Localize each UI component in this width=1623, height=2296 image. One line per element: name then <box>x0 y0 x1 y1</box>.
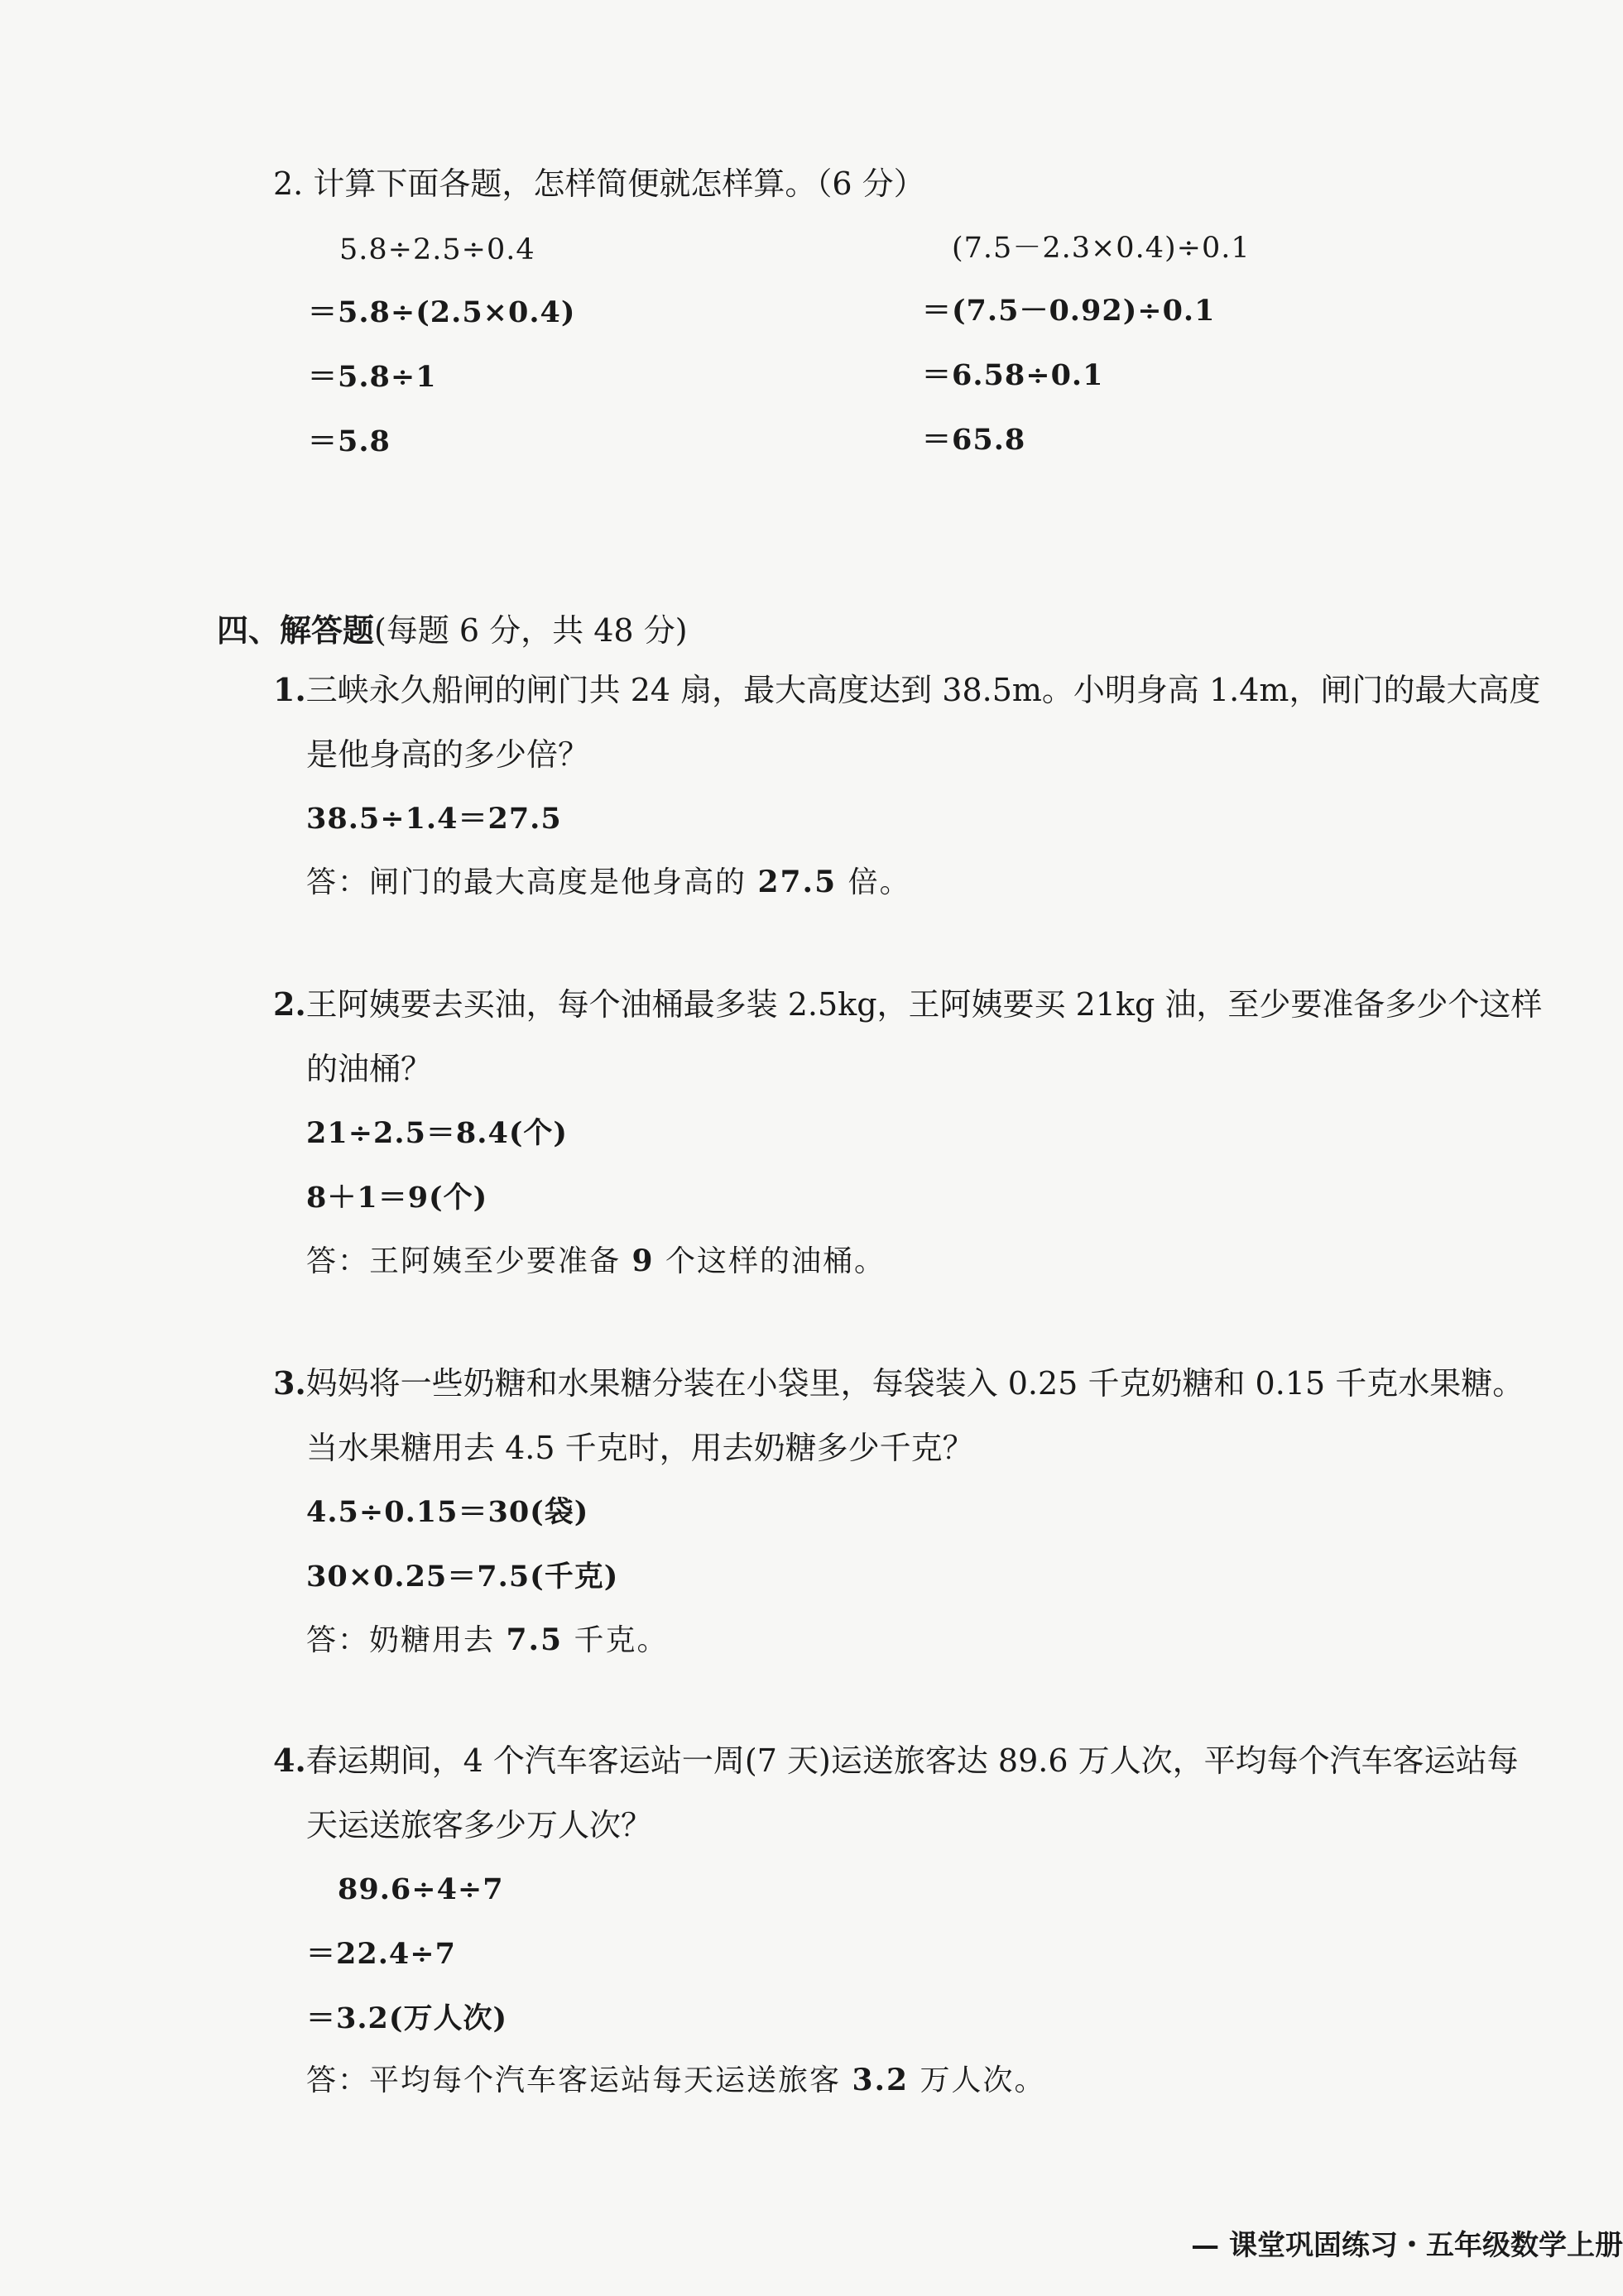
problem-3-work-1: 4.5÷0.15＝30(袋) <box>306 1495 589 1529</box>
section-heading <box>217 611 688 650</box>
q2-left-expression: 5.8÷2.5÷0.4 <box>339 233 535 266</box>
problem-3-text-line-1: 3.妈妈将一些奶糖和水果糖分装在小袋里，每袋装入 0.25 千克奶糖和 0.15 千克水果糖。 <box>273 1364 1525 1402</box>
problem-2-text-line-1: 2.王阿姨要去买油，每个油桶最多装 2.5kg，王阿姨要买 21kg 油，至少要准备多少个这样 <box>273 985 1543 1023</box>
problem-3-text-line-2: 当水果糖用去 4.5 千克时，用去奶糖多少千克？ <box>306 1430 974 1466</box>
q2-right-step-3: ＝65.8 <box>922 423 1026 457</box>
problem-3-work-2: 30×0.25＝7.5(千克) <box>306 1560 619 1594</box>
q2-left-step-2: ＝5.8÷1 <box>308 360 437 394</box>
problem-2-answer: 答：王阿姨至少要准备 9 个这样的油桶。 <box>306 1244 886 1278</box>
problem-2-work-2: 8＋1＝9(个) <box>306 1181 488 1215</box>
section-title: 四、解答题 <box>217 611 375 649</box>
problem-4-text-line-2: 天运送旅客多少万人次？ <box>306 1807 653 1843</box>
problem-4-work-2: ＝22.4÷7 <box>306 1937 456 1971</box>
problem-1-text-line-2: 是他身高的多少倍？ <box>306 736 590 773</box>
problem-2-work-1: 21÷2.5＝8.4(个) <box>306 1116 568 1150</box>
q2-right-step-2: ＝6.58÷0.1 <box>922 358 1104 392</box>
problem-1-answer: 答：闸门的最大高度是他身高的 27.5 倍。 <box>306 865 911 899</box>
problem-4-work-1: 89.6÷4÷7 <box>338 1872 504 1906</box>
problem-4-work-3: ＝3.2(万人次) <box>306 2001 508 2035</box>
q2-right-expression: (7.5－2.3×0.4)÷0.1 <box>952 232 1251 265</box>
problem-1-text-line-1: 1.三峡永久船闸的闸门共 24 扇，最大高度达到 38.5m。小明身高 1.4m，闸门的最大高度 <box>273 671 1541 708</box>
problem-4-answer: 答：平均每个汽车客运站每天运送旅客 3.2 万人次。 <box>306 2063 1046 2097</box>
problem-1-work-1: 38.5÷1.4＝27.5 <box>306 802 562 836</box>
section-note: (每题 6 分，共 48 分) <box>374 612 688 649</box>
q2-right-step-1: ＝(7.5－0.92)÷0.1 <box>922 294 1216 328</box>
problem-4-text-line-1: 4.春运期间，4 个汽车客运站一周(7 天)运送旅客达 89.6 万人次，平均每个汽车客运站每 <box>273 1742 1519 1779</box>
problem-3-answer: 答：奶糖用去 7.5 千克。 <box>306 1623 669 1657</box>
page-footer: — 课堂巩固练习・五年级数学上册 <box>1191 2229 1623 2262</box>
q2-left-step-1: ＝5.8÷(2.5×0.4) <box>308 295 576 329</box>
q2-title: 2. 计算下面各题，怎样简便就怎样算。（6 分） <box>273 165 925 202</box>
problem-2-text-line-2: 的油桶？ <box>306 1051 433 1087</box>
q2-left-step-3: ＝5.8 <box>308 424 391 458</box>
